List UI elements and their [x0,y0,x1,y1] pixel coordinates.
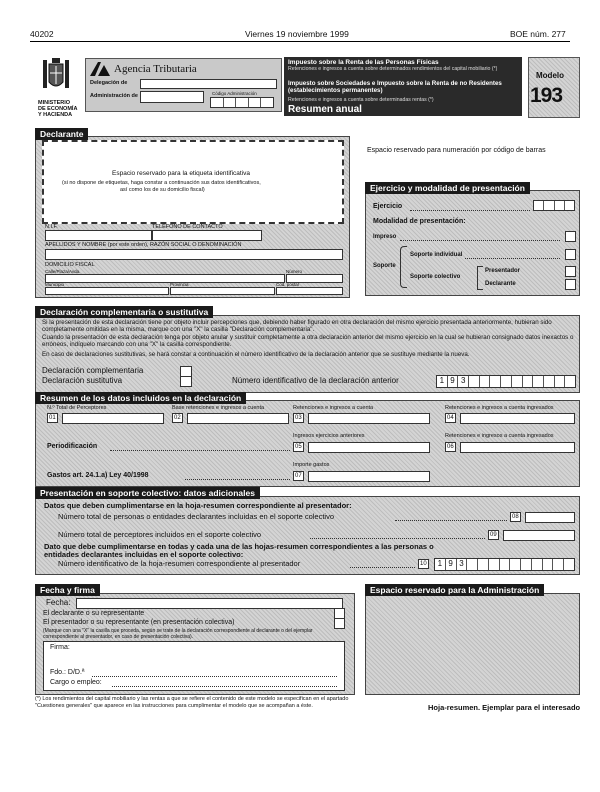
cod-postal-label: Cód. postal [276,282,299,287]
declarantes-count-field[interactable] [525,512,575,523]
soporte-l3-leader [350,567,415,568]
firma-opt1-label: El declarante o su representante [43,610,145,617]
numero-anterior-field[interactable] [436,375,576,388]
provincia-field[interactable] [170,287,275,295]
calle-label: Calle/Plaza/Avda. [45,269,81,274]
ingresos-ant-label: Ingresos ejercicios anteriores [293,433,365,439]
municipio-label: Municipio [45,282,65,287]
cargo-label: Cargo o empleo: [50,679,102,686]
codigo-label: Código Administración [212,91,257,96]
presentador-label: Presentador [485,268,521,274]
fdo-line [92,676,337,677]
soporte-l2-leader [310,538,485,539]
soporte-h2: Dato que debe cumplimentarse en todas y cada una de las hojas-resumen correspondientes a las personas o entidades declarantes incluidas en el soporte colectivo: [44,542,434,559]
soporte-colectivo-label: Soporte colectivo [410,274,461,280]
box-01: 01 [49,415,56,421]
ministry-line2: DE ECONOMÍA [38,106,78,112]
ministry-line1: MINISTERIO [38,100,71,106]
delegacion-field[interactable] [140,79,277,89]
administracion-section [365,593,580,695]
cod-postal-field[interactable] [276,287,343,295]
page-date: Viernes 19 noviembre 1999 [245,29,349,39]
box-04: 04 [447,415,454,421]
ret-ant-label: Retenciones e ingresos a cuenta ingresados [445,433,554,439]
fdo-label: Fdo.: D/D.ª [50,669,85,676]
numero-anterior-label: Número identificativo de la declaración anterior [232,376,399,385]
box-02: 02 [174,415,181,421]
codigo-administracion-field[interactable] [210,97,274,108]
sustitutiva-label: Declaración sustitutiva [42,376,123,385]
prefix-digit: 3 [458,376,469,387]
header-rule [30,41,570,42]
page-number: 40202 [30,29,54,39]
firma-opt2-label: El presentador o su representante (en presentación colectiva) [43,619,235,626]
coat-of-arms-icon [40,58,72,96]
soporte-l1-leader [395,520,507,521]
hoja-resumen-label: Hoja-resumen. Ejemplar para el interesado [428,703,581,712]
footnote: (*) Los rendimientos del capital mobiliario y las rentas a que se refiere el contenido de este modelo se especifican en el apartado "Cuestiones generales" que aparece en las instrucciones para cumplimentar el modelo que se acompañan a éste. [35,696,349,709]
calle-field[interactable] [45,274,285,283]
gastos-label: Gastos art. 24.1.a) Ley 40/1998 [47,472,149,479]
delegacion-label: Delegación de [90,80,128,86]
label-note1: (si no dispone de etiquetas, haga constar a continuación sus datos identificativos, [62,180,261,186]
fecha-label: Fecha: [46,598,71,607]
prefix-digit: 1 [435,559,446,570]
complementaria-label: Declaración complementaria [42,366,144,375]
ejercicio-field[interactable] [533,200,575,211]
title-resumen-anual: Resumen anual [288,104,362,115]
ejercicio-leader [410,210,530,211]
modelo-number: 193 [530,84,563,107]
impreso-checkbox[interactable] [565,231,576,242]
prefix-digit: 9 [446,559,457,570]
administracion-label: Administración de [90,93,138,99]
soporte-l1: Número total de personas o entidades declarantes incluidas en el soporte colectivo [58,512,334,521]
agency-name: Agencia Tributaria [114,63,197,75]
administracion-field[interactable] [140,91,204,103]
title-line1: Impuesto sobre la Renta de las Personas Físicas [288,59,439,66]
soporte-l2: Número total de perceptores incluidos en el soporte colectivo [58,530,262,539]
nombre-field[interactable] [45,249,343,260]
box-03: 03 [295,415,302,421]
complementaria-p1: Si la presentación de esta declaración tiene por objeto incluir percepciones que, debiendo haber figurado en otra declaración del mismo ejercicio presentada anteriormente, hubieran sido completamente omitidas en la misma, marque con una "X" la casilla "Declaración complementaria". [42,319,552,333]
soporte-individual-checkbox[interactable] [565,249,576,260]
complementaria-title: Declaración complementaria o sustitutiva [35,306,213,318]
ingresos-ant-field[interactable] [308,442,430,453]
colectivo-brace [477,266,483,290]
numero-label: Número [286,269,303,274]
importe-label: Importe gastos [293,462,330,468]
domicilio-label: DOMICILIO FISCAL [45,262,95,268]
resumen-title: Resumen de los datos incluidos en la declaración [35,392,246,404]
box-05: 05 [295,444,302,450]
declarante-option-label: Declarante [485,281,516,287]
prefix-digit: 3 [457,559,468,570]
ret-ingresadas-label: Retenciones e ingresos a cuenta ingresados [445,405,554,411]
boe-number: BOE núm. 277 [510,29,566,39]
periodificacion-label: Periodificación [47,443,98,450]
ret-ant-field[interactable] [460,442,575,453]
base-field[interactable] [187,413,289,424]
firma-note: (Marque con una "X" la casilla que proceda, según se trate de la declaración correspondiente al declarante o del ejemplar correspondiente al presentador, en caso de presentación colectiva). [43,628,313,640]
ministry-line3: Y HACIENDA [38,112,73,118]
perceptores-field[interactable] [62,413,164,424]
telefono-field[interactable] [152,230,262,241]
periodificacion-leader [110,450,290,451]
soporte-colectivo-title: Presentación en soporte colectivo: datos adicionales [35,487,260,499]
fecha-field[interactable] [76,598,343,609]
retenciones-field[interactable] [308,413,430,424]
gastos-field[interactable] [308,471,430,482]
box-08: 08 [512,514,519,520]
title-line3: Impuesto sobre Sociedades e Impuesto sobre la Renta de no Residentes (establecimientos permanentes) [288,80,502,94]
administracion-title: Espacio reservado para la Administración [365,584,544,596]
municipio-field[interactable] [45,287,169,295]
soporte-brace [400,246,407,288]
telefono-label: TELÉFONO DE CONTACTO [152,224,223,230]
label-space-title: Espacio reservado para la etiqueta identificativa [112,170,251,177]
retenciones-label: Retenciones e ingresos a cuenta [293,405,374,411]
provincia-label: Provincia [170,282,189,287]
box-07: 07 [295,473,302,479]
box-10: 10 [420,561,427,567]
prefix-digit: 1 [437,376,448,387]
firma-title: Fecha y firma [35,584,100,596]
presentador-checkbox[interactable] [565,266,576,277]
declarante-checkbox[interactable] [565,279,576,290]
label-note2: así como los de su domicilio fiscal) [120,187,205,193]
complementaria-p2: Cuando la presentación de esta declaración tenga por objeto anular y sustituir completamente a otra declaración anterior del mismo ejercicio en la cual se hubieran consignado datos inexactos o erróneos, indíquelo marcando con una "X" la casilla correspondiente. [42,334,574,348]
firma-label: Firma: [50,644,70,651]
title-line2: Retenciones e ingresos a cuenta sobre determinados rendimientos del capital mobiliario (*) [288,66,498,72]
box-06: 06 [447,444,454,450]
soporte-individual-label: Soporte individual [410,252,463,258]
title-line4: Retenciones e ingresos a cuenta sobre determinadas rentas (*) [288,97,434,103]
nif-label: N.I.F. [45,224,58,230]
base-label: Base retenciones e ingresos a cuenta [172,405,265,411]
barcode-space-text: Espacio reservado para numeración por código de barras [367,147,546,154]
soporte-l3: Número identificativo de la hoja-resumen correspondiente al presentador [58,559,301,568]
declarante-title: Declarante [35,128,88,140]
modalidad-label: Modalidad de presentación: [373,218,466,225]
modelo-label: Modelo [536,71,564,80]
hoja-resumen-number-field[interactable] [434,558,575,571]
soporte-label: Soporte [373,263,396,269]
prefix-digit: 9 [448,376,459,387]
soporte-h1: Datos que deben cumplimentarse en la hoja-resumen correspondiente al presentador: [44,501,352,510]
nombre-label: APELLIDOS Y NOMBRE (por este orden), RAZÓN SOCIAL O DENOMINACIÓN [45,242,242,248]
ret-ingresadas-field[interactable] [460,413,575,424]
firma-opt2-checkbox[interactable] [334,618,345,629]
nif-field[interactable] [45,230,152,241]
ejercicio-label: Ejercicio [373,203,403,210]
perceptores-count-field[interactable] [503,530,575,541]
box-09: 09 [490,532,497,538]
soporte-individual-leader [465,258,560,259]
ejercicio-title: Ejercicio y modalidad de presentación [365,182,530,194]
perceptores-label: N.º Total de Perceptores [47,405,107,411]
sustitutiva-checkbox[interactable] [180,376,192,387]
impreso-label: Impreso [373,234,397,240]
impreso-leader [400,240,560,241]
gastos-leader [185,479,290,480]
cargo-line [112,686,337,687]
agency-logo-icon [90,62,110,76]
complementaria-p3: En caso de declaraciones sustitutivas, se hará constar a continuación el número identificativo de la declaración anterior que se sustituye mediante la nueva. [42,351,470,358]
